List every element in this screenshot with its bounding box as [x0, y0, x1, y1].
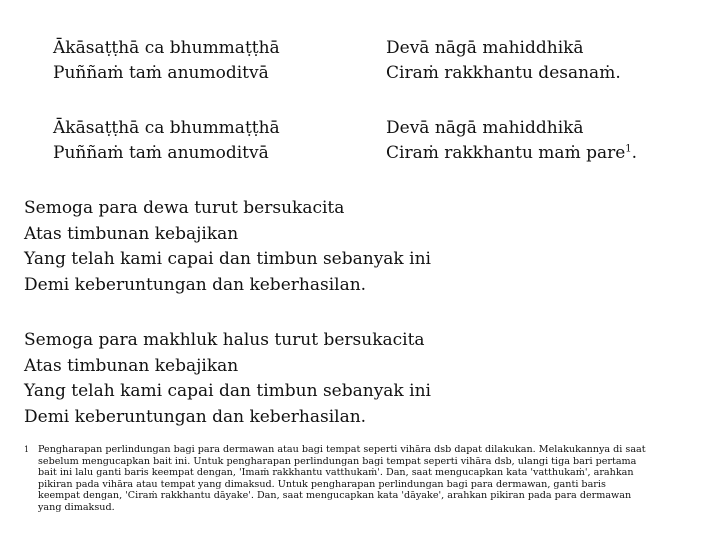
footnote-line: pikiran pada vihāra atau tempat yang dimaksud. Untuk pengharapan perlindungan bagi para dermawan, ganti baris [38, 478, 606, 490]
verse-line-with-footnote [386, 141, 696, 166]
translation-stanza-1 [24, 196, 684, 298]
translation-line: Yang telah kami capai dan timbun sebanyak ini [24, 381, 431, 401]
translation-line: Demi keberuntungan dan keberhasilan. [24, 274, 367, 295]
pali-verse-1-left [53, 36, 383, 86]
verse-line: Devā nāgā mahiddhikā [386, 118, 584, 138]
pali-verse-2-left [53, 116, 383, 166]
translation-line: Atas timbunan kebajikan [24, 355, 239, 376]
footnote-line: bait ini lalu ganti baris keempat dengan, 'Imaṁ rakkhantu vatthukaṁ'. Dan, saat mengucapkan kata 'vatthukaṁ', arahkan [38, 467, 634, 478]
pali-verse-2-right [386, 116, 696, 166]
verse-end-punctuation: . [631, 143, 638, 163]
footnote-reference: 1 [625, 143, 632, 155]
translation-line: Semoga para dewa turut bersukacita [24, 198, 345, 218]
verse-line: Ciraṁ rakkhantu desanaṁ. [386, 63, 621, 83]
pali-verse-1-right [386, 36, 696, 86]
translation-line: Demi keberuntungan dan keberhasilan. [24, 406, 367, 427]
translation-line: Atas timbunan kebajikan [24, 223, 239, 244]
footnote-text [24, 444, 710, 513]
translation-line: Semoga para makhluk halus turut bersukacita [24, 330, 425, 350]
pali-verse-2 [53, 116, 693, 166]
verse-line: Ākāsaṭṭhā ca bhummaṭṭhā [53, 118, 280, 138]
footnote-marker: 1 [24, 445, 30, 454]
verse-line: Puññaṁ taṁ anumoditvā [53, 143, 269, 163]
footnote-line: keempat dengan, 'Ciraṁ rakkhantu dāyake'. Dan, saat mengucapkan kata 'dāyake', arahkan pikiran pada para dermawan [38, 490, 632, 501]
footnote [24, 444, 710, 513]
footnote-line: Pengharapan perlindungan bagi para dermawan atau bagi tempat seperti vihāra dsb dapat dilakukan. Melakukannya di saat [38, 444, 646, 455]
footnote-line: sebelum mengucapkan bait ini. Untuk pengharapan perlindungan bagi tempat seperti vihāra dsb, ulangi tiga bari pertama [38, 455, 637, 467]
pali-verse-1 [53, 36, 693, 86]
verse-line: Devā nāgā mahiddhikā [386, 38, 584, 58]
verse-line: Puññaṁ taṁ anumoditvā [53, 63, 269, 83]
verse-line: Ākāsaṭṭhā ca bhummaṭṭhā [53, 38, 280, 58]
footnote-line: yang dimaksud. [38, 501, 115, 513]
translation-line: Yang telah kami capai dan timbun sebanyak ini [24, 249, 431, 269]
verse-text: Ciraṁ rakkhantu maṁ pare [386, 143, 626, 163]
translation-stanza-2 [24, 328, 684, 430]
